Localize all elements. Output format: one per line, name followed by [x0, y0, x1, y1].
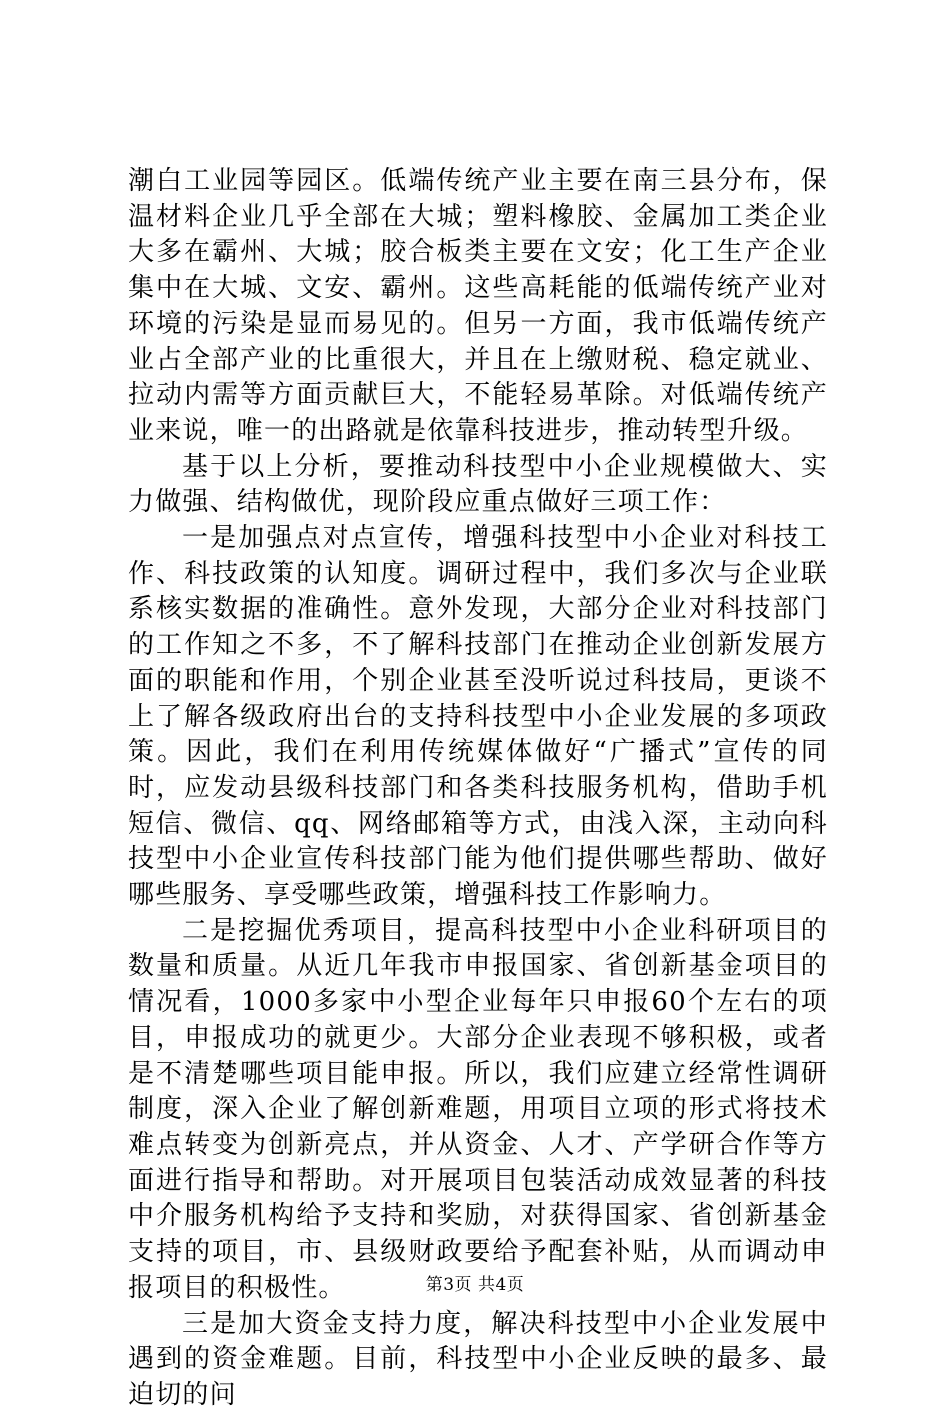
paragraph-task-one: 一是加强点对点宣传，增强科技型中小企业对科技工作、科技政策的认知度。调研过程中，我们多次与企业联系核实数据的准确性。意外发现，大部分企业对科技部门的工作知之不多，不了解科技部门在推动企业创新发展方面的职能和作用，个别企业甚至没听说过科技局，更谈不上了解各级政府出台的支持科技型中小企业发展的多项政策。因此，我们在利用传统媒体做好“广播式”宣传的同时，应发动县级科技部门和各类科技服务机构，借助手机短信、微信、qq、网络邮箱等方式，由浅入深，主动向科技型中小企业宣传科技部门能为他们提供哪些帮助、做好哪些服务、享受哪些政策，增强科技工作影响力。	[128, 523, 828, 911]
paragraph-task-three: 三是加大资金支持力度，解决科技型中小企业发展中遇到的资金难题。目前，科技型中小企业反映的最多、最迫切的问	[128, 1308, 828, 1410]
paragraph-task-two: 二是挖掘优秀项目，提高科技型中小企业科研项目的数量和质量。从近几年我市申报国家、省创新基金项目的情况看，1000多家中小型企业每年只申报60个左右的项目，申报成功的就更少。大部分企业表现不够积极，或者是不清楚哪些项目能申报。所以，我们应建立经常性调研制度，深入企业了解创新难题，用项目立项的形式将技术难点转变为创新亮点，并从资金、人才、产学研合作等方面进行指导和帮助。对开展项目包装活动成效显著的科技中介服务机构给予支持和奖励，对获得国家、省创新基金支持的项目，市、县级财政要给予配套补贴，从而调动申报项目的积极性。	[128, 915, 828, 1303]
paragraph-continuation: 潮白工业园等园区。低端传统产业主要在南三县分布，保温材料企业几乎全部在大城；塑料橡胶、金属加工类企业大多在霸州、大城；胶合板类主要在文安；化工生产企业集中在大城、文安、霸州。这些高耗能的低端传统产业对环境的污染是显而易见的。但另一方面，我市低端传统产业占全部产业的比重很大，并且在上缴财税、稳定就业、拉动内需等方面贡献巨大，不能轻易革除。对低端传统产业来说，唯一的出路就是依靠科技进步，推动转型升级。	[128, 166, 828, 446]
document-body	[128, 164, 828, 1414]
page-number-footer: 第3页 共4页	[425, 1275, 525, 1295]
paragraph-summary: 基于以上分析，要推动科技型中小企业规模做大、实力做强、结构做优，现阶段应重点做好三项工作：	[128, 451, 828, 518]
